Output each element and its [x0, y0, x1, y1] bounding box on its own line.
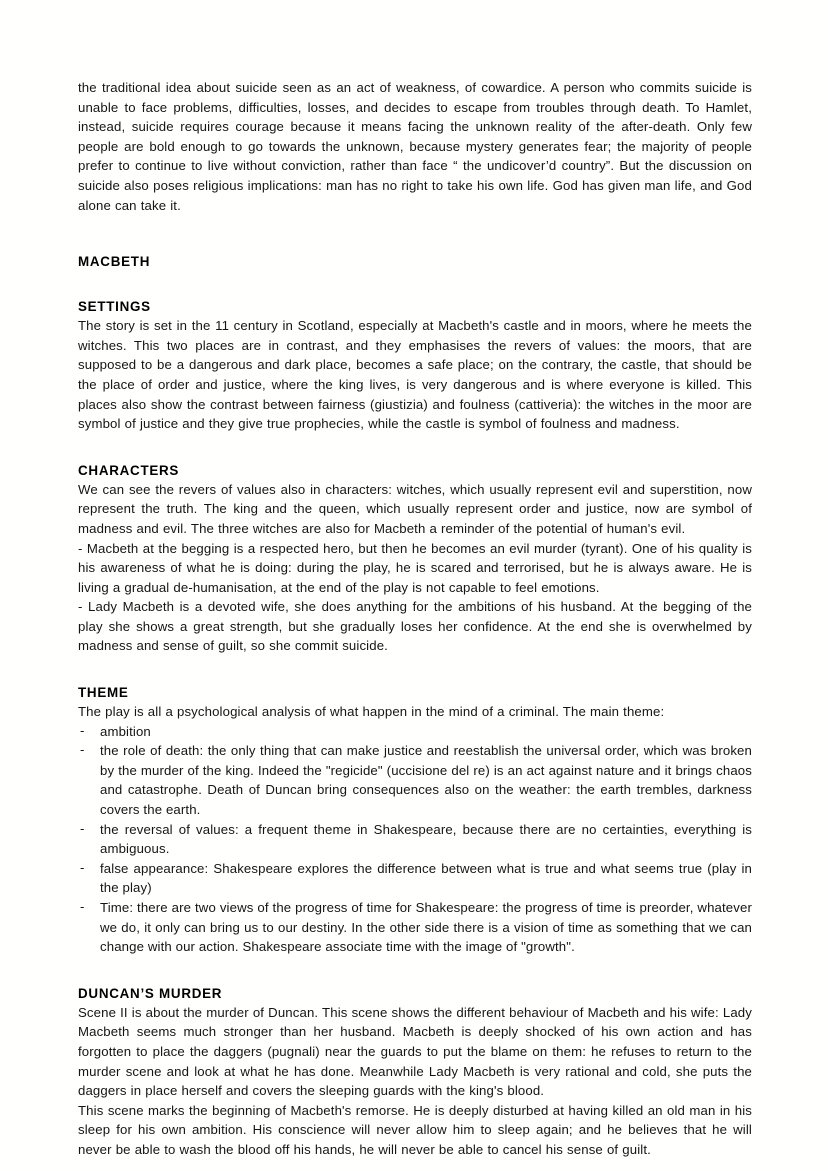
section-theme — [78, 684, 752, 957]
list-item — [78, 741, 752, 819]
list-item-text: false appearance: Shakespeare explores the difference between what is true and what seems true (play in the play) — [100, 860, 752, 896]
section-heading-settings: SETTINGS — [78, 299, 151, 315]
page-title: MACBETH — [78, 254, 151, 270]
document-title-block — [78, 253, 752, 271]
characters-paragraph-3: - Lady Macbeth is a devoted wife, she does anything for the ambitions of his husband. At the begging of the play she shows a great strength, but she gradually loses her confidence. At the end she is overwhelmed by madness and sense of guilt, so she commit suicide. — [78, 599, 752, 654]
theme-bullet-list — [78, 722, 752, 957]
theme-paragraph-1: The play is all a psychological analysis of what happen in the mind of a criminal. The main theme: — [78, 704, 665, 720]
bullet-dash-icon: - — [80, 722, 85, 738]
list-item — [78, 820, 752, 859]
characters-paragraph-2: - Macbeth at the begging is a respected hero, but then he becomes an evil murder (tyrant). One of his quality is his awareness of what he is doing: during the play, he is scared and terrorised, but he is always aware. He is living a gradual de-humanisation, at the end of the play is not capable to feel emotions. — [78, 540, 752, 595]
section-duncans-murder — [78, 985, 752, 1160]
list-item-text: the reversal of values: a frequent theme in Shakespeare, because there are no certainties, everything is ambiguous. — [100, 821, 752, 857]
list-item-text: the role of death: the only thing that can make justice and reestablish the universal order, which was broken by the murder of the king. Indeed the "regicide" (uccisione del re) is an act against nature and it brings chaos and catastrophe. Death of Duncan bring consequences also on the weather: the earth trembles, darkness covers the earth. — [100, 743, 752, 818]
characters-paragraph-1: We can see the revers of values also in characters: witches, which usually represent evil and superstition, now represent the truth. The king and the queen, which usually represent order and justice, now are symbol of madness and evil. The three witches are also for Macbeth a reminder of the potential of human's evil. — [78, 481, 752, 536]
list-item — [78, 722, 752, 742]
intro-block — [78, 78, 752, 215]
bullet-dash-icon: - — [80, 820, 85, 836]
section-characters — [78, 462, 752, 656]
intro-paragraph: the traditional idea about suicide seen as an act of weakness, of cowardice. A person who commits suicide is unable to face problems, difficulties, losses, and decides to escape from troubles through death. To Hamlet, instead, suicide requires courage because it means facing the unknown reality of the after-death. Only few people are bold enough to go towards the unknown, because mystery generates fear; the majority of people prefer to continue to live without conviction, rather than face “ the undicover’d country”. But the discussion on suicide also poses religious implications: man has no right to take his own life. God has given man life, and God alone can take it. — [78, 80, 752, 213]
section-settings — [78, 298, 752, 434]
list-item-text: ambition — [100, 723, 151, 739]
bullet-dash-icon: - — [80, 859, 85, 875]
duncan-paragraph-1: Scene II is about the murder of Duncan. This scene shows the different behaviour of Macbeth and his wife: Lady Macbeth seems much stronger than her husband. Macbeth is deeply shocked of his own action and has forgotten to place the daggers (pugnali) near the guards to put the blame on them: he refuses to return to the murder scene and look at what he has done. Meanwhile Lady Macbeth is very rational and cold, she puts the daggers in place herself and covers the sleeping guards with the king's blood. — [78, 1004, 752, 1099]
list-item — [78, 859, 752, 898]
section-heading-characters: CHARACTERS — [78, 462, 180, 478]
section-heading-theme: THEME — [78, 685, 129, 701]
bullet-dash-icon: - — [80, 742, 85, 758]
list-item — [78, 898, 752, 957]
section-heading-duncans-murder: DUNCAN’S MURDER — [78, 985, 223, 1001]
duncan-paragraph-2: This scene marks the beginning of Macbeth's remorse. He is deeply disturbed at having killed an old man in his sleep for his own ambition. His conscience will never allow him to sleep again; and he believes that he will never be able to wash the blood off his hands, he will never be able to cancel his sense of guilt. — [78, 1102, 752, 1157]
list-item-text: Time: there are two views of the progress of time for Shakespeare: the progress of time is preorder, whatever we do, it only can bring us to our destiny. In the other side there is a vision of time as something that we can change with our action. Shakespeare associate time with the image of "growth". — [100, 900, 752, 955]
document-body — [78, 78, 752, 1160]
settings-paragraph-1: The story is set in the 11 century in Scotland, especially at Macbeth's castle and in moors, where he meets the witches. This two places are in contrast, and they emphasises the revers of values: the moors, that are supposed to be a dangerous and dark place, becomes a safe place; on the contrary, the castle, that should be the place of order and justice, where the king lives, is very dangerous and is where everyone is killed. This places also show the contrast between fairness (giustizia) and foulness (cattiveria): the witches in the moor are symbol of justice and they give true prophecies, while the castle is symbol of foulness and madness. — [78, 318, 752, 432]
bullet-dash-icon: - — [80, 899, 85, 914]
